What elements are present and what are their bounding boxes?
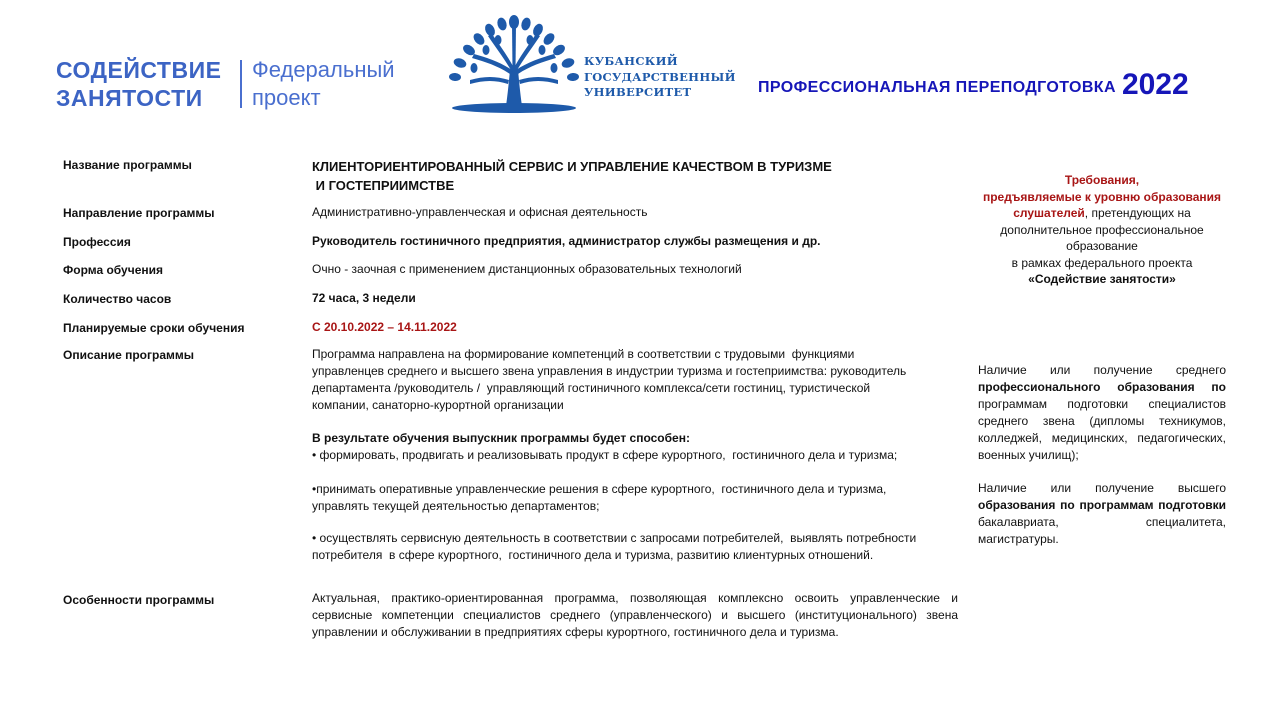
dates-label: Планируемые сроки обучения bbox=[63, 321, 245, 335]
page-title-text: ПРОФЕССИОНАЛЬНАЯ ПЕРЕПОДГОТОВКА bbox=[758, 79, 1116, 96]
outcome-item: • формировать, продвигать и реализовывать продукт в сфере курортного, гостиничного дела и туризма; bbox=[312, 448, 898, 462]
tree-icon bbox=[446, 14, 582, 114]
features-value: Актуальная, практико-ориентированная программа, позволяющая комплексно освоить управленческие и сервисные компетенции специалистов среднего (управленческого) и высшего (институционального) звена управлении и обслуживании в предприятиях сферы курортного, гостиничного дела и туризма. bbox=[312, 591, 958, 639]
direction-value: Административно-управленческая и офисная деятельность bbox=[312, 205, 648, 219]
university-name-line3: УНИВЕРСИТЕТ bbox=[584, 85, 692, 99]
logo-text-line2: ЗАНЯТОСТИ bbox=[56, 85, 203, 111]
description-line: Программа направлена на формирование компетенций в соответствии с трудовыми функциями bbox=[312, 347, 855, 361]
requirement-higher-post: бакалавриата, специалитета, магистратуры. bbox=[978, 515, 1226, 546]
program-name-line2: И ГОСТЕПРИИМСТВЕ bbox=[312, 178, 455, 193]
form-value: Очно - заочная с применением дистанционных образовательных технологий bbox=[312, 262, 742, 276]
program-name-label: Название программы bbox=[63, 158, 192, 172]
requirements-title-line2: предъявляемые к уровню образования bbox=[982, 189, 1222, 204]
outcome-item: • осуществлять сервисную деятельность в соответствии с запросами потребителей, выявлять потребности bbox=[312, 531, 917, 545]
requirements-text-line4: дополнительное профессиональное bbox=[1000, 222, 1204, 237]
features-label: Особенности программы bbox=[63, 593, 215, 607]
requirement-secondary-post: программам подготовки специалистов среднего звена (дипломы техникумов, колледжей, медицинских, педагогических, военных училищ); bbox=[978, 397, 1226, 462]
federal-project-line1: Федеральный bbox=[252, 57, 395, 82]
hours-label: Количество часов bbox=[63, 292, 172, 306]
profession-label: Профессия bbox=[63, 235, 131, 249]
kubsu-logo bbox=[446, 14, 736, 114]
outcome-block-2 bbox=[312, 481, 962, 515]
direction-label: Направление программы bbox=[63, 206, 215, 220]
requirement-higher-bold: образования по программам подготовки bbox=[978, 498, 1226, 512]
outcome-block-3 bbox=[312, 530, 962, 564]
requirements-title-line3: слушателей bbox=[1013, 206, 1085, 220]
description-line: управленцев среднего и высшего звена управления в индустрии туризма и гостеприимства: руководитель bbox=[312, 364, 907, 378]
form-label: Форма обучения bbox=[63, 263, 163, 277]
requirement-secondary-bold: профессионального образования по bbox=[978, 380, 1226, 394]
page-title-year: 2022 bbox=[1121, 68, 1189, 101]
requirements-text-line7: «Содействие занятости» bbox=[1028, 272, 1176, 286]
logo-text-line1: СОДЕЙСТВИЕ bbox=[56, 57, 222, 83]
outcomes-heading: В результате обучения выпускник программы будет способен: bbox=[312, 431, 690, 445]
description-label: Описание программы bbox=[63, 348, 194, 362]
hours-value: 72 часа, 3 недели bbox=[312, 291, 416, 305]
profession-value: Руководитель гостиничного предприятия, администратор службы размещения и др. bbox=[312, 234, 821, 248]
outcome-item: •принимать оперативные управленческие решения в сфере курортного, гостиничного дела и туризма, bbox=[312, 482, 887, 496]
dates-value: С 20.10.2022 – 14.11.2022 bbox=[312, 320, 457, 334]
requirement-secondary bbox=[978, 362, 1226, 464]
logo-divider bbox=[240, 60, 242, 108]
outcome-item-cont: управлять текущей деятельностью департаментов; bbox=[312, 499, 600, 513]
requirement-higher bbox=[978, 480, 1226, 548]
program-name-value bbox=[312, 157, 832, 195]
requirements-text-line5: образование bbox=[1066, 239, 1138, 253]
outcomes-block bbox=[312, 430, 962, 464]
sodeystvie-zanyatosti-logo bbox=[56, 56, 426, 112]
description-line: департамента /руководитель / управляющий гостиничного комплекса/сети гостиниц, туристической bbox=[312, 381, 871, 395]
university-name-line1: КУБАНСКИЙ bbox=[584, 54, 678, 68]
requirements-title: Требования, bbox=[1064, 173, 1140, 187]
page-title bbox=[758, 66, 1189, 100]
requirement-higher-pre: Наличие или получение высшего bbox=[978, 481, 1226, 495]
description-text bbox=[312, 346, 962, 414]
outcome-item-cont: потребителя в сфере курортного, гостиничного дела и туризма, развитию клиентурных отношений. bbox=[312, 548, 874, 562]
university-name bbox=[584, 54, 736, 101]
requirement-secondary-pre: Наличие или получение среднего bbox=[978, 363, 1226, 377]
requirements-text-line6: в рамках федерального проекта bbox=[1011, 255, 1193, 270]
university-name-line2: ГОСУДАРСТВЕННЫЙ bbox=[584, 69, 736, 84]
requirements-heading bbox=[974, 172, 1230, 288]
requirements-text-line3: , претендующих на bbox=[1084, 206, 1191, 220]
description-line: компании, санаторно-курортной организации bbox=[312, 398, 564, 412]
federal-project-line2: проект bbox=[252, 85, 321, 110]
program-name-line1: КЛИЕНТОРИЕНТИРОВАННЫЙ СЕРВИС И УПРАВЛЕНИЕ КАЧЕСТВОМ В ТУРИЗМЕ bbox=[312, 159, 832, 174]
